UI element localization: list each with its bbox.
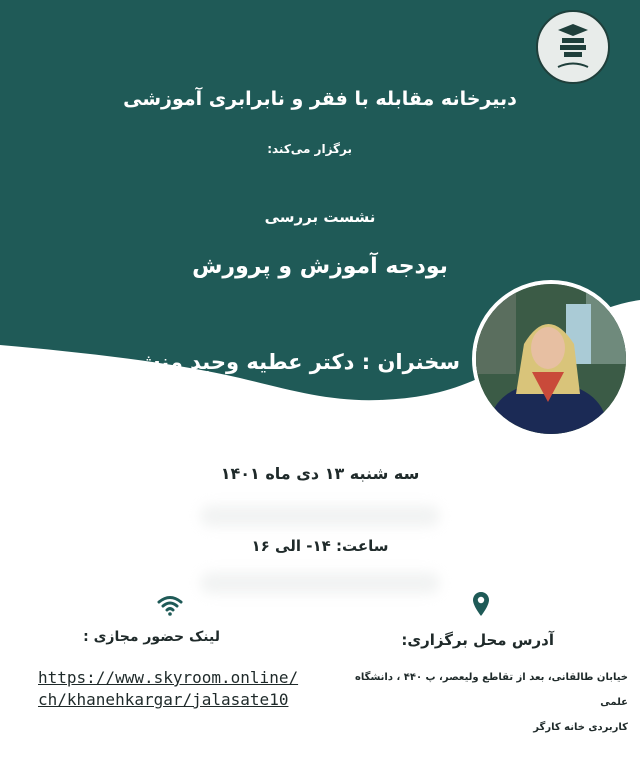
online-link-title: لینک حضور مجازی : [83,629,220,645]
event-time: ساعت: ۱۴- الی ۱۶ [251,537,389,555]
organizes-label: برگزار می‌کند: [267,142,352,156]
session-topic: بودجه آموزش و پرورش [192,254,448,279]
organization-title: دبیرخانه مقابله با فقر و نابرابری آموزشی [123,88,517,110]
venue-address [328,665,628,740]
venue-address-title: آدرس محل برگزاری: [401,631,554,649]
location-pin-icon [472,591,490,617]
organization-logo [536,10,610,84]
online-link[interactable] [38,667,308,711]
speaker-photo [472,280,630,438]
wifi-icon [157,594,183,616]
address-line2: کاربردی خانه کارگر [533,722,628,733]
decorative-divider [200,505,440,527]
address-line1: خیابان طالقانی، بعد از تقاطع ولیعصر، پ ۴۴۰ ، دانشگاه علمی [355,672,628,708]
online-link-line2[interactable]: ch/khanehkargar/jalasate10 [38,690,289,709]
speaker-name: سخنران : دکتر عطیه وحید منش [131,350,460,374]
session-label: نشست بررسی [264,208,376,226]
event-date: سه شنبه ۱۳ دی ماه ۱۴۰۱ [220,464,420,483]
decorative-divider [200,572,440,594]
online-link-line1[interactable]: https://www.skyroom.online/ [38,668,299,687]
